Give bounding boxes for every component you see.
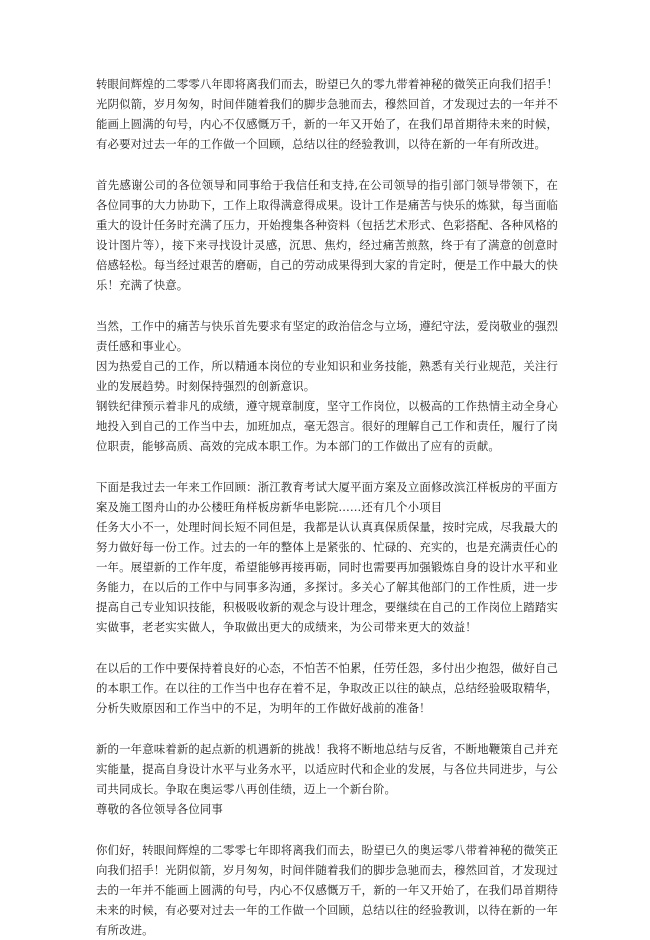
body-paragraph: 因为热爱自己的工作，所以精通本岗位的专业知识和业务技能，熟悉有关行业规范，关注行业的发展趋势。时刻保持强烈的创新意识。 xyxy=(96,359,558,393)
body-paragraph: 你们好，转眼间辉煌的二零零七年即将离我们而去，盼望已久的奥运零八带着神秘的微笑正向我们招手！光阴似箭，岁月匆匆，时间伴随着我们的脚步急驰而去，穆然回首，才发现过去的一年并不能画上圆满的句号，内心不仅感慨万千，新的一年又开始了，在我们昂首期待未来的时候，有必要对过去一年的工作做一个回顾，总结以往的经验教训，以待在新的一年有所改进。 xyxy=(96,843,558,937)
body-paragraph: 在以后的工作中要保持着良好的心态，不怕苦不怕累，任劳任怨，多付出少抱怨，做好自己的本职工作。在以往的工作当中也存在着不足，争取改正以往的缺点，总结经验吸取精华，分析失败原因和工作当中的不足，为明年的工作做好战前的准备！ xyxy=(96,661,558,715)
body-paragraph: 转眼间辉煌的二零零八年即将离我们而去，盼望已久的零九带着神秘的微笑正向我们招手！光阴似箭，岁月匆匆，时间伴随着我们的脚步急驰而去，穆然回首，才发现过去的一年并不能画上圆满的句号，内心不仅感慨万千，新的一年又开始了，在我们昂首期待未来的时候，有必要对过去一年的工作做一个回顾，总结以往的经验教训，以待在新的一年有所改进。 xyxy=(96,77,558,151)
paragraph-gap xyxy=(96,295,558,316)
paragraph-gap xyxy=(96,456,558,477)
body-paragraph: 首先感谢公司的各位领导和同事给于我信任和支持,在公司领导的指引部门领导带领下，在各位同事的大力协助下，工作上取得满意得成果。设计工作是痛苦与快乐的炼狱，每当面临重大的设计任务时充满了压力，开始搜集各种资料（包括艺术形式、色彩搭配、各种风格的设计图片等），接下来寻找设计灵感，沉思、焦灼，经过痛苦煎熬，终于有了满意的创意时倍感轻松。每当经过艰苦的磨砺，自己的劳动成果得到大家的肯定时，便是工作中最大的快乐！充满了快意。 xyxy=(96,178,558,292)
document-body xyxy=(96,74,558,940)
paragraph-gap xyxy=(96,637,558,658)
paragraph-gap xyxy=(96,819,558,840)
paragraph-gap xyxy=(96,154,558,175)
body-paragraph: 尊敬的各位领导各位同事 xyxy=(96,802,223,816)
paragraph-gap xyxy=(96,718,558,739)
body-paragraph: 任务大小不一，处理时间长短不同但是，我都是认认真真保质保量，按时完成，尽我最大的努力做好每一份工作。过去的一年的整体上是紧张的、忙碌的、充实的，也是充满责任心的一年。展望新的工作年度，希望能够再接再砺，同时也需要再加强锻炼自身的设计水平和业务能力，在以后的工作中与同事多沟通，多探讨。多关心了解其他部门的工作性质，进一步提高自己专业知识技能，积极吸收新的观念与设计理念，要继续在自己的工作岗位上踏踏实实做事，老老实实做人，争取做出更大的成绩来，为公司带来更大的效益！ xyxy=(96,520,558,634)
body-paragraph: 当然，工作中的痛苦与快乐首先要求有坚定的政治信念与立场，遵纪守法，爱岗敬业的强烈责任感和事业心。 xyxy=(96,319,558,353)
body-paragraph: 新的一年意味着新的起点新的机遇新的挑战！我将不断地总结与反省，不断地鞭策自己并充实能量，提高自身设计水平与业务水平，以适应时代和企业的发展，与各位共同进步，与公司共同成长。争取在奥运零八再创佳绩，迈上一个新台阶。 xyxy=(96,742,558,796)
body-paragraph: 下面是我过去一年来工作回顾：浙江教育考试大厦平面方案及立面修改滨江样板房的平面方案及施工图舟山的办公楼旺角样板房新华电影院……还有几个小项目 xyxy=(96,480,558,514)
body-paragraph: 钢铁纪律预示着非凡的成绩，遵守规章制度，坚守工作岗位，以极高的工作热情主动全身心地投入到自己的工作当中去，加班加点，毫无怨言。很好的理解自己工作和责任，履行了岗位职责，能够高质、高效的完成本职工作。为本部门的工作做出了应有的贡献。 xyxy=(96,399,558,453)
